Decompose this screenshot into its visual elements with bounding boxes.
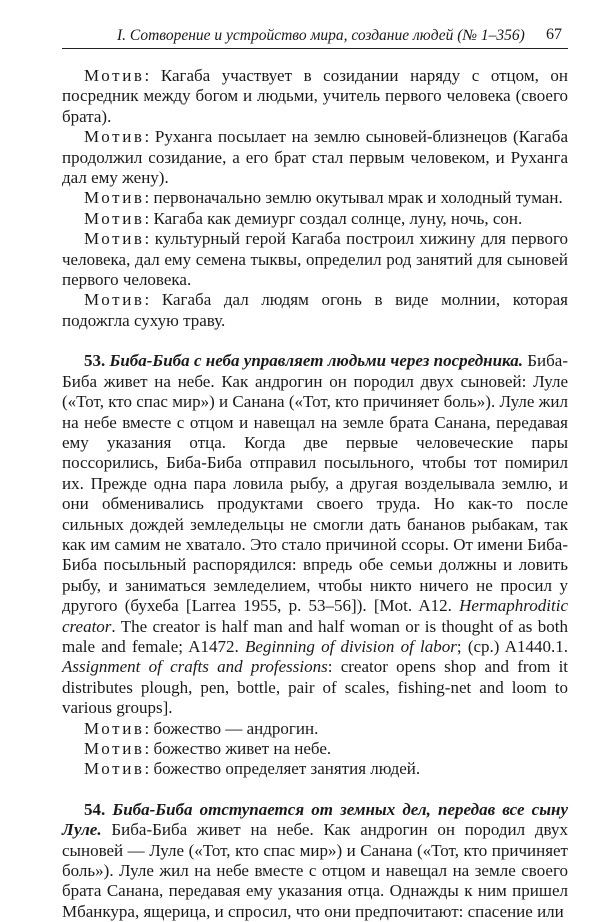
motif-label: Мотив [84, 229, 145, 249]
motif-paragraph: Мотив: Кагаба участвует в созидании наряду с отцом, он посредник между богом и людьми, учитель первого человека (своего брата). [62, 66, 568, 126]
mot-text: . The creator is half man and half woman or is thought of as both male and female; A1472. [62, 616, 568, 656]
motif-text: божество — андрогин. [153, 718, 319, 738]
motif-text: первоначально землю окутывал мрак и холодный туман. [153, 188, 563, 208]
entry-title: Биба-Биба отступается от земных дел, передав все сыну Луле. [62, 799, 568, 840]
motif-label: Мотив [84, 739, 145, 758]
section-gap [62, 780, 568, 800]
section-gap [62, 331, 568, 351]
motif-paragraph: Мотив: культурный герой Кагаба построил хижину для первого человека, дал ему семена тыквы, определил род занятий для сыновей первого человека. [62, 229, 568, 290]
entry-text: Биба-Биба живет на небе. Как андрогин он породил двух сыновей: Луле («Тот, кто спас мир») и Санана («Тот, кто причиняет боль»). Луле жил на небе вместе с отцом и навещал на земле брата Санана, передавая ему указания отца. Когда две первые человеческие пары поссорились, Биба-Биба отправил посыльного, чтобы тот помирил их. Прежде одна пара ловила рыбу, а другая возделывала землю, и они обменивались продуктами своего труда. Но как-то после сильных дождей земледельцы не смогли дать бананов рыбакам, так как им самим не хватало. Это стало причиной ссоры. От имени Биба-Биба посыльный распорядился: впредь обе семьи должны и ловить рыбу, и заниматься земледелием, чтобы никто ничего не просил у другого (бухеба [Larrea 1955, p. 53–56]). [62, 351, 569, 616]
motif-text: Руханга посылает на землю сыновей-близнецов (Кагаба продолжил созидание, а его брат стал первым человеком, и Руханга дал ему жену). [62, 127, 568, 188]
entry-number: 53. [84, 351, 106, 371]
running-head-title: I. Сотворение и устройство мира, создание людей (№ 1–356) [117, 27, 525, 44]
motif-label: Мотив [84, 66, 145, 85]
page-body [62, 66, 568, 922]
motif-paragraph: Мотив: божество определяет занятия людей. [84, 759, 421, 779]
entry-53 [62, 351, 568, 718]
motif-text: Кагаба как демиург создал солнце, луну, ночь, сон. [153, 208, 523, 228]
mot-ref: [Mot. A12. [373, 596, 452, 616]
motif-paragraph: Мотив: Кагаба дал людям огонь в виде молнии, которая подожгла сухую траву. [62, 290, 568, 330]
entry-54 [62, 800, 568, 922]
mot-title: Assignment of crafts and professions [62, 657, 328, 677]
entry-text: Биба-Биба живет на небе. Как андрогин он породил двух сыновей — Луле («Тот, кто спас мир») и Санана («Тот, кто причиняет боль»). Луле жил на небе вместе с отцом и навещал на земле своего брата Санана, передавая ему указания отца. Однажды к ним пришел Мбанкура, ящерица, и спросил, что они предпочитают: спасение или [62, 820, 569, 921]
motif-paragraph: Мотив: божество — андрогин. [84, 718, 319, 738]
motif-label: Мотив [84, 290, 145, 310]
motif-label: Мотив [84, 759, 145, 779]
motif-label: Мотив [84, 188, 145, 208]
motif-label: Мотив [84, 127, 145, 147]
mot-title: Beginning of division of labor [245, 636, 457, 656]
motif-paragraph: Мотив: божество живет на небе. [84, 739, 332, 758]
motif-text: божество живет на небе. [153, 739, 332, 758]
entry-title: Биба-Биба с неба управляет людьми через посредника. [109, 351, 524, 371]
motif-label: Мотив [84, 208, 145, 228]
entry-number: 54. [84, 799, 106, 819]
motif-paragraph: Мотив: Руханга посылает на землю сыновей-близнецов (Кагаба продолжил созидание, а его брат стал первым человеком, и Руханга дал ему жену). [62, 127, 568, 188]
motif-text: Кагаба участвует в созидании наряду с отцом, он посредник между богом и людьми, учитель первого человека (своего брата). [62, 66, 568, 126]
motif-text: Кагаба дал людям огонь в виде молнии, которая подожгла сухую траву. [62, 290, 568, 330]
motif-paragraph: Мотив: Кагаба как демиург создал солнце, луну, ночь, сон. [84, 208, 523, 228]
motif-label: Мотив [84, 718, 145, 738]
mot-text: : creator opens shop and from it distributes plough, pen, bottle, pair of scales, fishing-net and loom to various groups]. [62, 657, 569, 718]
motif-text: культурный герой Кагаба построил хижину для первого человека, дал ему семена тыквы, определил род занятий для сыновей первого человека. [62, 229, 568, 290]
mot-title: Hermaphroditic creator [62, 596, 569, 636]
motif-paragraph: Мотив: первоначально землю окутывал мрак и холодный туман. [84, 188, 563, 208]
running-head [62, 24, 568, 49]
mot-text: ; (ср.) A1440.1. [456, 636, 569, 656]
page-number: 67 [546, 26, 562, 43]
motif-text: божество определяет занятия людей. [153, 759, 421, 779]
